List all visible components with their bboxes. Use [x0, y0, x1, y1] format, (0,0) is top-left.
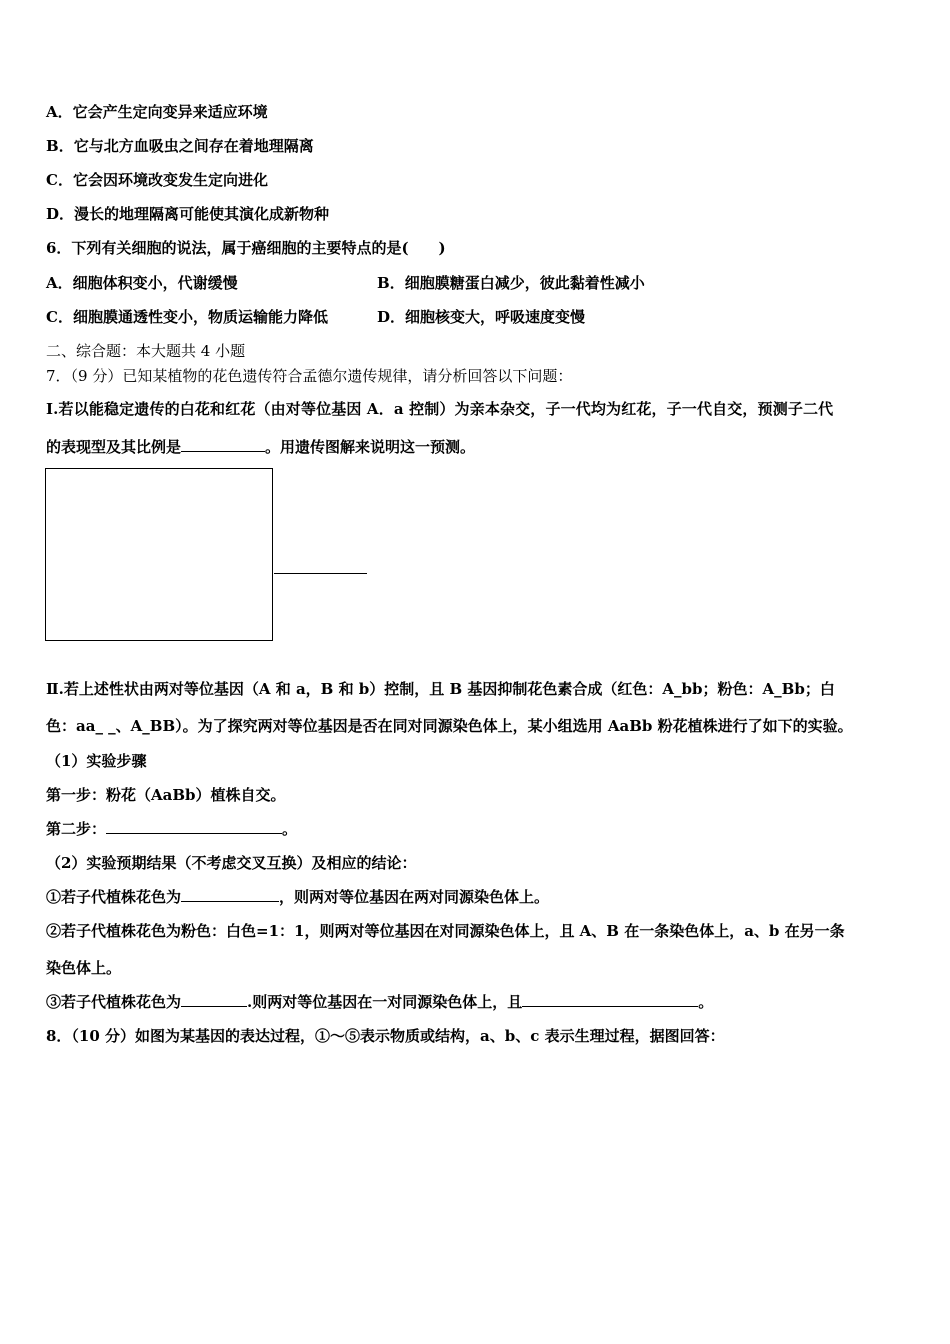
answer-blank — [106, 819, 282, 834]
diagram-connector-line — [274, 573, 367, 574]
q7-step1: 第一步：粉花（AaBb）植株自交。 — [46, 786, 286, 804]
q5-option-c: C．它会因环境改变发生定向进化 — [46, 171, 268, 189]
q7-part2-line2: 色：aa_ _、A_BB）。为了探究两对等位基因是否在同对同源染色体上，某小组选用 AaBb 粉花植株进行了如下的实验。 — [46, 717, 853, 735]
q6-option-b: B．细胞膜糖蛋白减少，彼此黏着性减小 — [377, 274, 645, 292]
q7-result-3: ③若子代植株花色为 .则两对等位基因在一对同源染色体上，且 。 — [46, 993, 714, 1011]
q6-option-d: D．细胞核变大，呼吸速度变慢 — [377, 308, 586, 326]
q7-result-1: ①若子代植株花色为 ，则两对等位基因在两对同源染色体上。 — [46, 888, 550, 906]
q7-step-title: （1）实验步骤 — [46, 752, 147, 770]
answer-blank — [181, 992, 247, 1007]
q6-option-c: C．细胞膜通透性变小，物质运输能力降低 — [46, 308, 328, 326]
section-heading: 二、综合题：本大题共 4 小题 — [46, 342, 246, 360]
q5-option-a: A．它会产生定向变异来适应环境 — [46, 103, 268, 121]
q5-option-b: B．它与北方血吸虫之间存在着地理隔离 — [46, 137, 314, 155]
answer-blank — [522, 992, 698, 1007]
q6-option-a: A．细胞体积变小，代谢缓慢 — [46, 274, 238, 292]
answer-blank — [181, 437, 265, 452]
answer-blank — [181, 887, 279, 902]
q7-result-2-line1: ②若子代植株花色为粉色：白色=1：1，则两对等位基因在对同源染色体上，且 A、B 在一条染色体上，a、b 在另一条 — [46, 922, 845, 940]
q5-option-d: D．漫长的地理隔离可能使其演化成新物种 — [46, 205, 330, 223]
q6-stem: 6．下列有关细胞的说法，属于癌细胞的主要特点的是( ) — [46, 239, 446, 257]
q7-step2: 第二步： 。 — [46, 820, 298, 838]
q7-part1-line1: Ⅰ.若以能稳定遗传的白花和红花（由对等位基因 A．a 控制）为亲本杂交，子一代均为红花，子一代自交，预测子二代 — [46, 400, 834, 418]
q7-part2-line1: Ⅱ.若上述性状由两对等位基因（A 和 a，B 和 b）控制，且 B 基因抑制花色素合成（红色：A_bb；粉色：A_Bb；白 — [46, 680, 835, 698]
genetic-diagram-box — [45, 468, 273, 641]
q7-stem: 7．（9 分）已知某植物的花色遗传符合孟德尔遗传规律，请分析回答以下问题： — [46, 367, 573, 385]
q8-stem: 8．（10 分）如图为某基因的表达过程，①～⑤表示物质或结构，a、b、c 表示生理过程，据图回答： — [46, 1027, 725, 1045]
q7-part1-line2: 的表现型及其比例是 。用遗传图解来说明这一预测。 — [46, 438, 476, 456]
q7-result-2-line2: 染色体上。 — [46, 959, 122, 977]
q7-result-title: （2）实验预期结果（不考虑交叉互换）及相应的结论： — [46, 854, 417, 872]
